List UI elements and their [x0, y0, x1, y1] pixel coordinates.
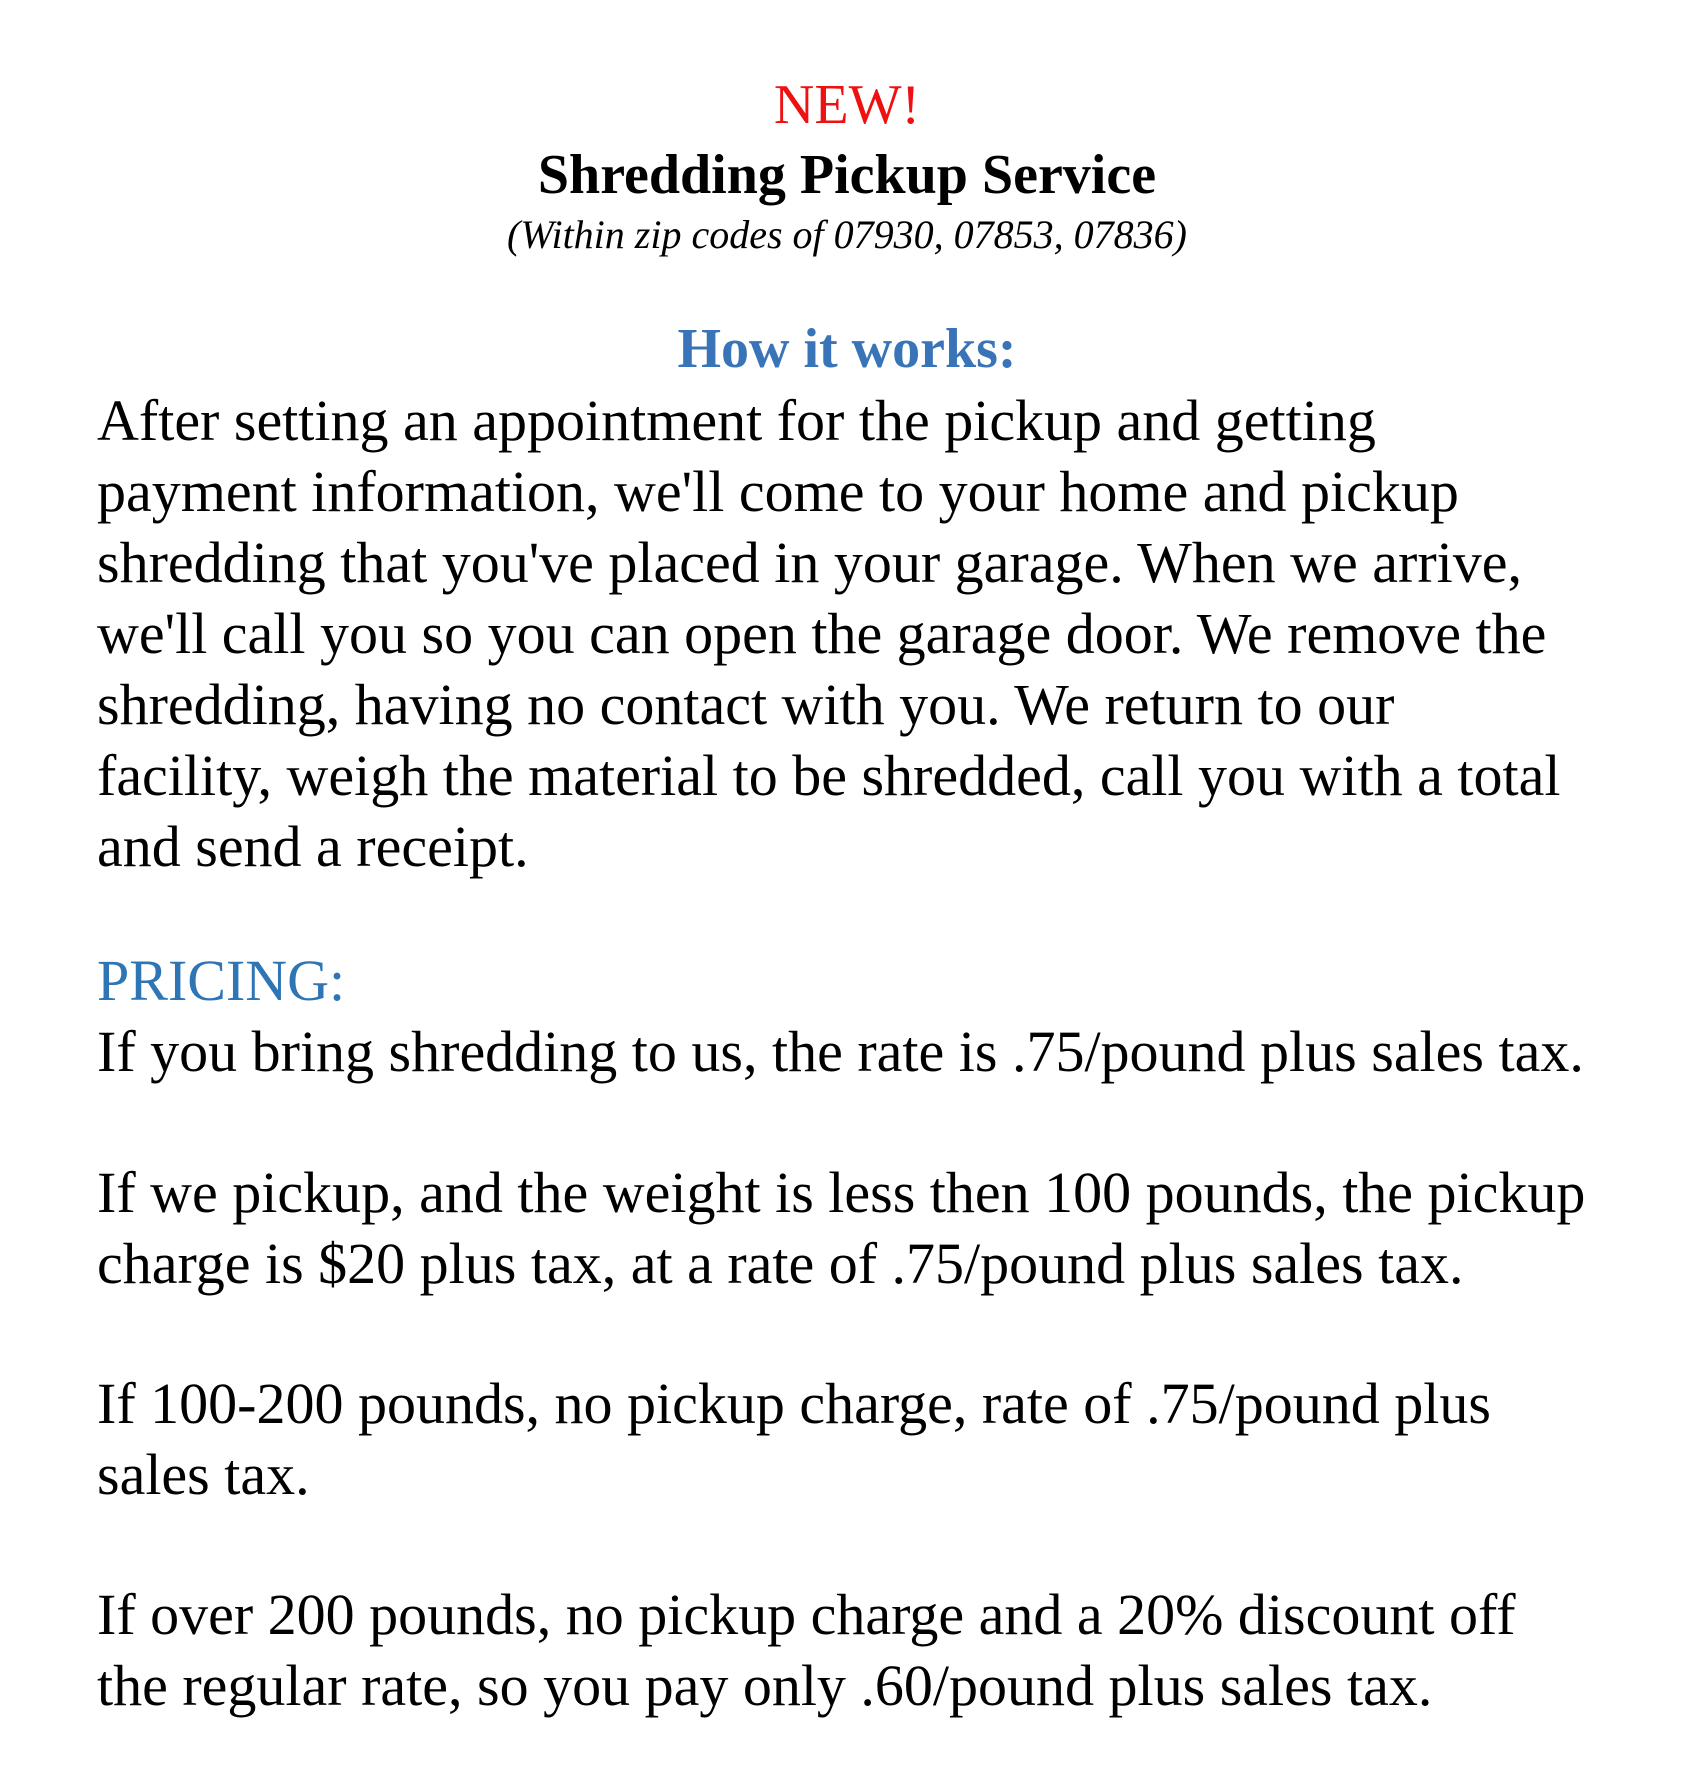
how-it-works-line: After setting an appointment for the pickup and getting: [97, 388, 1376, 453]
pricing-heading: PRICING:: [97, 948, 346, 1013]
pricing-paragraph-under-100: [97, 1157, 1687, 1299]
how-it-works-line: facility, weigh the material to be shredded, call you with a total: [97, 743, 1561, 808]
pricing-line: If over 200 pounds, no pickup charge and a 20% discount off: [97, 1582, 1516, 1647]
how-it-works-line: shredding, having no contact with you. We return to our: [97, 672, 1395, 737]
page-title: Shredding Pickup Service: [537, 144, 1157, 206]
how-it-works-line: we'll call you so you can open the garage door. We remove the: [97, 601, 1547, 666]
how-it-works-paragraph: [97, 385, 1687, 882]
pricing-paragraph-over-200: [97, 1579, 1687, 1721]
pricing-paragraph-dropoff: [97, 1016, 1687, 1087]
pricing-line: charge is $20 plus tax, at a rate of .75/pound plus sales tax.: [97, 1231, 1464, 1296]
how-it-works-line: and send a receipt.: [97, 814, 529, 879]
pricing-line: If we pickup, and the weight is less then 100 pounds, the pickup: [97, 1160, 1586, 1225]
how-it-works-heading: How it works:: [677, 318, 1017, 380]
how-it-works-line: shredding that you've placed in your garage. When we arrive,: [97, 530, 1523, 595]
pricing-line: the regular rate, so you pay only .60/pound plus sales tax.: [97, 1653, 1433, 1718]
pricing-line: sales tax.: [97, 1442, 310, 1507]
how-it-works-line: payment information, we'll come to your home and pickup: [97, 459, 1459, 524]
zip-code-subtitle: (Within zip codes of 07930, 07853, 07836): [507, 212, 1187, 257]
new-label: NEW!: [773, 74, 921, 136]
pricing-line: If you bring shredding to us, the rate is .75/pound plus sales tax.: [97, 1019, 1584, 1084]
pricing-line: If 100-200 pounds, no pickup charge, rate of .75/pound plus: [97, 1371, 1491, 1436]
pricing-paragraph-100-200: [97, 1368, 1687, 1510]
